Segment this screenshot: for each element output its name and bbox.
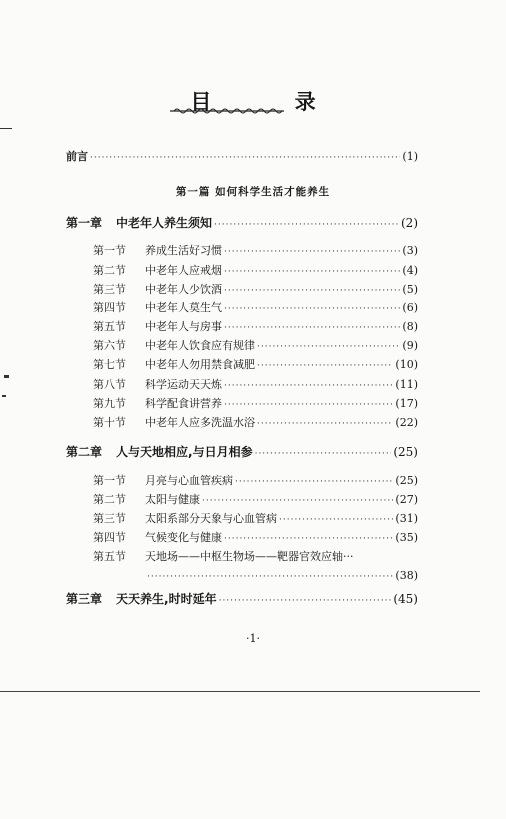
section-number: 第八节 <box>93 378 126 391</box>
section-page: (4) <box>402 264 418 277</box>
scan-mark <box>4 375 9 378</box>
leader-dots <box>235 477 393 487</box>
toc-chapter-3[interactable] <box>66 590 418 607</box>
section-page: (11) <box>395 378 418 391</box>
chapter-label: 人与天地相应,与日月相参 <box>116 445 253 459</box>
section-label: 中老年人与房事 <box>145 320 222 333</box>
section-number: 第四节 <box>93 301 126 314</box>
toc-page: (2) <box>401 216 418 230</box>
page-title: 目 录 <box>190 90 354 114</box>
section-number: 第四节 <box>93 531 126 544</box>
toc-section[interactable] <box>93 356 418 372</box>
toc-section[interactable] <box>93 529 418 545</box>
leader-dots <box>214 220 399 230</box>
toc-label: 前言 <box>66 150 88 163</box>
leader-dots <box>279 515 393 525</box>
section-label: 中老年人饮食应有规律 <box>145 339 255 352</box>
section-page: (31) <box>395 512 418 525</box>
section-page: (38) <box>395 569 418 582</box>
section-number: 第七节 <box>93 358 126 371</box>
section-label: 气候变化与健康 <box>145 531 222 544</box>
leader-dots <box>202 496 393 506</box>
scan-mark <box>0 128 12 129</box>
section-page: (35) <box>395 531 418 544</box>
toc-section[interactable] <box>93 281 418 297</box>
title-ornament <box>170 106 284 116</box>
section-label: 中老年人莫生气 <box>145 301 222 314</box>
section-label: 科学运动天天炼 <box>145 378 222 391</box>
section-number: 第五节 <box>93 550 126 563</box>
toc-chapter-2[interactable] <box>66 443 418 460</box>
leader-dots <box>224 267 400 277</box>
toc-chapter-1[interactable] <box>66 214 418 231</box>
toc-page: (1) <box>402 150 418 163</box>
bottom-rule <box>0 691 480 692</box>
leader-dots <box>224 323 400 333</box>
section-label: 中老年人应戒烟 <box>145 264 222 277</box>
section-page: (17) <box>395 397 418 410</box>
leader-dots <box>224 381 393 391</box>
section-number: 第一节 <box>93 244 126 257</box>
section-page: (8) <box>402 320 418 333</box>
chapter-number: 第三章 <box>66 592 103 606</box>
leader-dots <box>224 247 400 257</box>
leader-dots <box>147 572 393 582</box>
toc-section[interactable] <box>93 318 418 334</box>
section-page: (5) <box>402 283 418 296</box>
toc-section[interactable] <box>93 376 418 392</box>
leader-dots <box>224 534 393 544</box>
section-number: 第三节 <box>93 512 126 525</box>
section-page: (22) <box>395 416 418 429</box>
toc-section[interactable] <box>93 510 418 526</box>
toc-section[interactable] <box>93 337 418 353</box>
leader-dots <box>224 304 400 314</box>
toc-page: (25) <box>393 445 418 459</box>
section-number: 第六节 <box>93 339 126 352</box>
toc-section[interactable] <box>93 299 418 315</box>
leader-dots <box>224 400 393 410</box>
toc-section-continued <box>145 569 418 582</box>
section-label: 太阳与健康 <box>145 493 200 506</box>
section-label: 科学配食讲营养 <box>145 397 222 410</box>
section-number: 第三节 <box>93 283 126 296</box>
leader-dots <box>257 419 393 429</box>
toc-section[interactable] <box>93 395 418 411</box>
toc-section[interactable] <box>93 472 418 488</box>
section-label: 养成生活好习惯 <box>145 244 222 257</box>
leader-dots <box>224 286 400 296</box>
leader-dots <box>255 449 392 459</box>
section-label: 太阳系部分天象与心血管病 <box>145 512 277 525</box>
toc-section[interactable] <box>93 242 418 258</box>
section-page: (27) <box>395 493 418 506</box>
leader-dots <box>219 596 392 606</box>
section-label: 月亮与心血管疾病 <box>145 474 233 487</box>
section-number: 第一节 <box>93 474 126 487</box>
part-heading: 第一篇 如何科学生活才能养生 <box>175 186 331 198</box>
chapter-number: 第一章 <box>66 216 103 230</box>
section-page: (25) <box>395 474 418 487</box>
scan-mark <box>2 395 6 397</box>
section-label: 中老年人少饮酒 <box>145 283 222 296</box>
leader-dots <box>257 361 393 371</box>
section-page: (10) <box>395 358 418 371</box>
section-number: 第二节 <box>93 264 126 277</box>
toc-section[interactable] <box>93 414 418 430</box>
section-number: 第十节 <box>93 416 126 429</box>
leader-dots <box>90 153 400 163</box>
section-number: 第五节 <box>93 320 126 333</box>
section-page: (6) <box>402 301 418 314</box>
chapter-label: 天天养生,时时延年 <box>116 592 217 606</box>
section-number: 第九节 <box>93 397 126 410</box>
toc-section[interactable] <box>93 491 418 507</box>
toc-preface[interactable] <box>66 148 418 164</box>
section-label: 天地场——中枢生物场——靶器官效应轴··· <box>145 550 354 563</box>
toc-section[interactable] <box>93 262 418 278</box>
section-number: 第二节 <box>93 493 126 506</box>
section-page: (9) <box>402 339 418 352</box>
toc-page: (45) <box>393 592 418 606</box>
chapter-number: 第二章 <box>66 445 103 459</box>
page-number: ·1· <box>246 632 260 645</box>
section-page: (3) <box>402 244 418 257</box>
chapter-label: 中老年人养生须知 <box>116 216 213 230</box>
leader-dots <box>257 342 400 352</box>
section-label: 中老年人勿用禁食减肥 <box>145 358 255 371</box>
toc-section[interactable] <box>93 548 418 564</box>
section-label: 中老年人应多洗温水浴 <box>145 416 255 429</box>
